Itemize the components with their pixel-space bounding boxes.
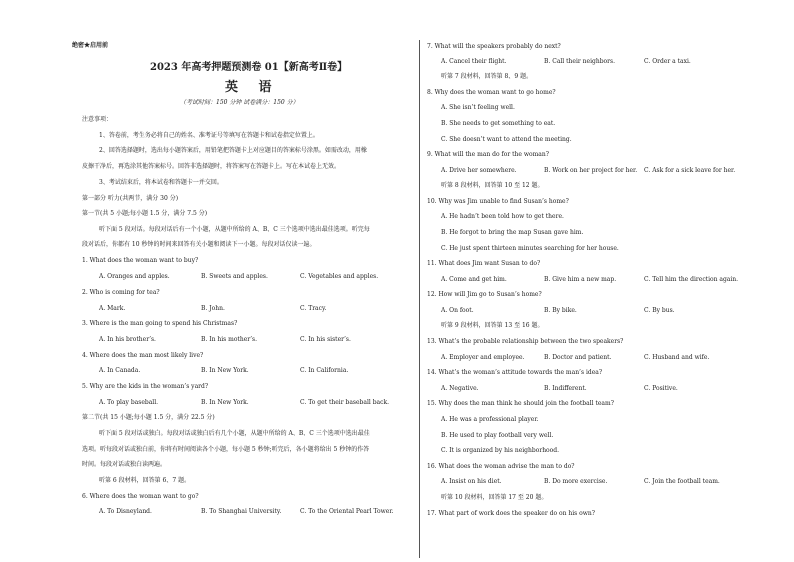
option-a: A. To play baseball. xyxy=(99,399,159,406)
question-text: 8. Why does the woman want to go home? xyxy=(427,89,556,96)
option-c: C. Vegetables and apples. xyxy=(300,273,379,280)
option-a: A. On foot. xyxy=(441,307,474,314)
listening-note: 听第 8 段材料，回答第 10 至 12 题。 xyxy=(441,182,544,189)
option-c: C. Husband and wife. xyxy=(644,354,710,361)
option-b: B. She needs to get something to eat. xyxy=(441,120,556,127)
option-c: C. Join the football team. xyxy=(644,478,720,485)
option-c: C. To get their baseball back. xyxy=(300,399,390,406)
option-b: B. Do more exercise. xyxy=(544,478,608,485)
exam-subject: 英 语 xyxy=(225,80,280,95)
option-a: A. He was a professional player. xyxy=(441,416,539,423)
listening-note: 听第 6 段材料，回答第 6、7 题。 xyxy=(99,477,191,484)
section2-instruction: 选项。听每段对话或独白前，你将有时间阅读各个小题，每小题 5 秒钟;听完后，各小题将给出 5 秒钟的作答 xyxy=(82,446,370,453)
question-text: 14. What’s the woman’s attitude towards the man’s idea? xyxy=(427,369,603,376)
listening-note: 听第 7 段材料，回答第 8、9 题。 xyxy=(441,73,533,80)
question-text: 1. What does the woman want to buy? xyxy=(82,257,199,264)
question-text: 6. Where does the woman want to go? xyxy=(82,493,199,500)
section2-instruction: 时间。每段对话或独白读两遍。 xyxy=(82,461,167,468)
option-a: A. Negative. xyxy=(441,385,479,392)
option-b: B. He forgot to bring the map Susan gave him. xyxy=(441,229,584,236)
secret-mark: 绝密★启用前 xyxy=(72,42,109,49)
section2-instruction: 听下面 5 段对话或独白。每段对话或独白后有几个小题，从题中所给的 A、B、C 三个选项中选出最佳 xyxy=(99,430,370,437)
note-item: 1、答卷前，考生务必将自己的姓名、准考证号等填写在答题卡和试卷指定位置上。 xyxy=(99,132,319,139)
option-c: C. Order a taxi. xyxy=(644,58,691,65)
option-a: A. She isn’t feeling well. xyxy=(441,104,515,111)
option-b: B. In his mother’s. xyxy=(201,336,258,343)
option-a: A. He hadn’t been told how to get there. xyxy=(441,213,564,220)
option-a: A. Insist on his diet. xyxy=(441,478,502,485)
option-b: B. Call their neighbors. xyxy=(544,58,616,65)
option-a: A. Oranges and apples. xyxy=(99,273,170,280)
question-text: 16. What does the woman advise the man to do? xyxy=(427,463,575,470)
section1-heading: 第一节(共 5 小题;每小题 1.5 分，满分 7.5 分) xyxy=(82,210,208,217)
section1-instruction: 段对话后，你都有 10 秒钟的时间来回答有关小题和阅读下一小题。每段对话仅读一遍。 xyxy=(82,241,316,248)
notes-heading: 注意事项： xyxy=(82,116,113,123)
option-b: B. Indifferent. xyxy=(544,385,587,392)
option-b: B. In New York. xyxy=(201,399,249,406)
column-divider xyxy=(419,40,420,558)
option-c: C. He just spent thirteen minutes searching for her house. xyxy=(441,245,619,252)
note-item: 3、考试结束后，将本试卷和答题卡一并交回。 xyxy=(99,179,223,186)
listening-note: 听第 10 段材料，回答第 17 至 20 题。 xyxy=(441,494,548,501)
option-c: C. Ask for a sick leave for her. xyxy=(644,167,736,174)
option-a: A. Drive her somewhere. xyxy=(441,167,517,174)
note-item: 皮擦干净后，再选涂其他答案标号。回答非选择题时，将答案写在答题卡上。写在本试卷上无效。 xyxy=(82,163,341,170)
option-c: C. Tell him the direction again. xyxy=(644,276,739,283)
option-c: C. It is organized by his neighborhood. xyxy=(441,447,560,454)
question-text: 3. Where is the man going to spend his Christmas? xyxy=(82,320,238,327)
option-b: B. Give him a new map. xyxy=(544,276,617,283)
question-text: 17. What part of work does the speaker do on his own? xyxy=(427,510,595,517)
option-c: C. To the Oriental Pearl Tower. xyxy=(300,508,394,515)
option-c: C. In his sister’s. xyxy=(300,336,351,343)
option-c: C. Positive. xyxy=(644,385,678,392)
option-a: A. Mark. xyxy=(99,305,126,312)
question-text: 5. Why are the kids in the woman’s yard? xyxy=(82,383,209,390)
question-text: 2. Who is coming for tea? xyxy=(82,289,160,296)
option-b: B. He used to play football very well. xyxy=(441,432,554,439)
option-a: A. In his brother’s. xyxy=(99,336,156,343)
note-item: 2、回答选择题时，选出每小题答案后，用铅笔把答题卡上对应题目的答案标号涂黑。如需改动，用橡 xyxy=(99,147,367,154)
option-b: B. Doctor and patient. xyxy=(544,354,612,361)
option-c: C. In California. xyxy=(300,367,349,374)
question-text: 9. What will the man do for the woman? xyxy=(427,151,549,158)
option-b: B. By bike. xyxy=(544,307,577,314)
option-a: A. In Canada. xyxy=(99,367,141,374)
option-b: B. John. xyxy=(201,305,225,312)
question-text: 12. How will Jim go to Susan’s home? xyxy=(427,291,542,298)
option-a: A. Cancel their flight. xyxy=(441,58,507,65)
option-b: B. Work on her project for her. xyxy=(544,167,638,174)
option-a: A. Come and get him. xyxy=(441,276,507,283)
question-text: 13. What’s the probable relationship between the two speakers? xyxy=(427,338,624,345)
exam-info: （考试时间：150 分钟 试卷满分：150 分） xyxy=(180,99,299,106)
section2-heading: 第二节(共 15 小题;每小题 1.5 分，满分 22.5 分) xyxy=(82,414,215,421)
section1-instruction: 听下面 5 段对话。每段对话后有一个小题，从题中所给的 A、B、C 三个选项中选出最佳选项。听完每 xyxy=(99,226,370,233)
question-text: 11. What does Jim want Susan to do? xyxy=(427,260,541,267)
exam-title: 2023 年高考押题预测卷 01【新高考Ⅱ卷】 xyxy=(150,62,348,73)
question-text: 7. What will the speakers probably do next? xyxy=(427,43,561,50)
option-c: C. By bus. xyxy=(644,307,675,314)
part1-heading: 第一部分 听力(共两节，满分 30 分) xyxy=(82,195,179,202)
question-text: 15. Why does the man think he should join the football team? xyxy=(427,400,614,407)
option-a: A. Employer and employee. xyxy=(441,354,525,361)
option-b: B. In New York. xyxy=(201,367,249,374)
question-text: 4. Where does the man most likely live? xyxy=(82,352,204,359)
option-b: B. Sweets and apples. xyxy=(201,273,268,280)
question-text: 10. Why was Jim unable to find Susan’s home? xyxy=(427,198,569,205)
option-a: A. To Disneyland. xyxy=(99,508,152,515)
option-c: C. Tracy. xyxy=(300,305,327,312)
listening-note: 听第 9 段材料，回答第 13 至 16 题。 xyxy=(441,322,544,329)
option-c: C. She doesn’t want to attend the meeting. xyxy=(441,136,572,143)
option-b: B. To Shanghai University. xyxy=(201,508,282,515)
